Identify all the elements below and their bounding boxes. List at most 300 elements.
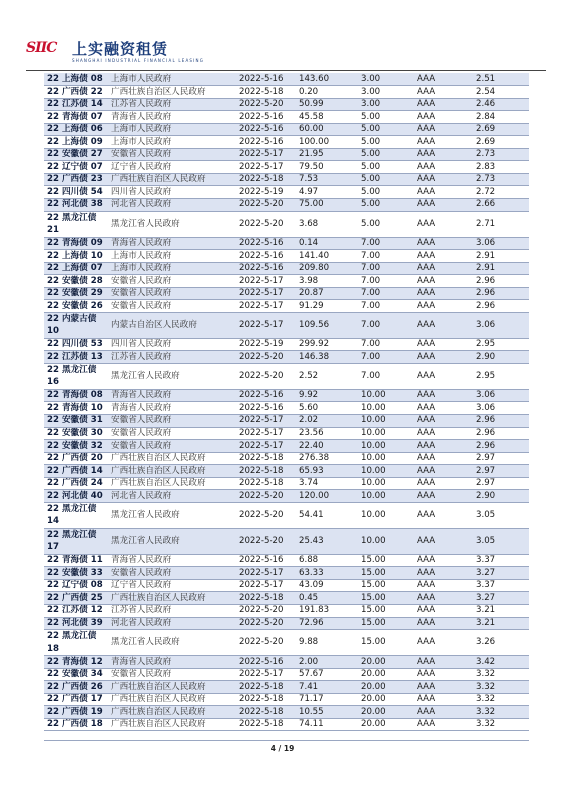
issuer-cell: 黑龙江省人民政府	[108, 630, 236, 656]
table-row	[44, 86, 529, 99]
bond-name-cell: 22 安徽债 32	[44, 440, 108, 453]
table-row	[44, 427, 529, 440]
term-cell: 5.00	[358, 136, 414, 149]
term-cell: 5.00	[358, 123, 414, 136]
term-cell: 10.00	[358, 477, 414, 490]
bond-name-cell: 22 广西债 24	[44, 477, 108, 490]
term-cell: 7.00	[358, 363, 414, 389]
table-row	[44, 718, 529, 731]
issuer-cell: 辽宁省人民政府	[108, 161, 236, 174]
term-cell: 10.00	[358, 490, 414, 503]
coupon-rate-cell: 2.95	[473, 338, 529, 351]
rating-cell: AAA	[414, 528, 473, 554]
term-cell: 10.00	[358, 502, 414, 528]
issue-amount-cell: 6.88	[296, 554, 358, 567]
issuer-cell: 广西壮族自治区人民政府	[108, 592, 236, 605]
term-cell: 15.00	[358, 592, 414, 605]
bond-name-cell: 22 黑龙江债 16	[44, 363, 108, 389]
term-cell: 15.00	[358, 617, 414, 630]
issue-date-cell: 2022-5-20	[236, 502, 296, 528]
table-row	[44, 706, 529, 719]
bond-name-cell: 22 广西债 17	[44, 693, 108, 706]
issuer-cell: 广西壮族自治区人民政府	[108, 173, 236, 186]
rating-cell: AAA	[414, 502, 473, 528]
bond-name-cell: 22 黑龙江债 17	[44, 528, 108, 554]
term-cell: 20.00	[358, 718, 414, 731]
issue-amount-cell: 0.45	[296, 592, 358, 605]
bond-table-body	[44, 73, 529, 731]
bond-name-cell: 22 广西债 20	[44, 452, 108, 465]
issue-date-cell: 2022-5-19	[236, 186, 296, 199]
rating-cell: AAA	[414, 605, 473, 618]
term-cell: 5.00	[358, 148, 414, 161]
term-cell: 10.00	[358, 440, 414, 453]
table-row	[44, 567, 529, 580]
coupon-rate-cell: 2.73	[473, 148, 529, 161]
table-row	[44, 262, 529, 275]
rating-cell: AAA	[414, 452, 473, 465]
rating-cell: AAA	[414, 592, 473, 605]
coupon-rate-cell: 2.83	[473, 161, 529, 174]
issue-date-cell: 2022-5-16	[236, 136, 296, 149]
table-row	[44, 136, 529, 149]
coupon-rate-cell: 3.05	[473, 502, 529, 528]
issuer-cell: 黑龙江省人民政府	[108, 528, 236, 554]
coupon-rate-cell: 2.96	[473, 300, 529, 313]
table-row	[44, 630, 529, 656]
term-cell: 5.00	[358, 161, 414, 174]
issue-amount-cell: 60.00	[296, 123, 358, 136]
term-cell: 3.00	[358, 86, 414, 99]
issuer-cell: 广西壮族自治区人民政府	[108, 718, 236, 731]
coupon-rate-cell: 3.06	[473, 312, 529, 338]
issuer-cell: 广西壮族自治区人民政府	[108, 86, 236, 99]
term-cell: 7.00	[358, 237, 414, 250]
term-cell: 7.00	[358, 338, 414, 351]
issue-date-cell: 2022-5-20	[236, 98, 296, 111]
issuer-cell: 上海市人民政府	[108, 262, 236, 275]
table-row	[44, 465, 529, 478]
coupon-rate-cell: 2.96	[473, 414, 529, 427]
bond-name-cell: 22 青海债 07	[44, 111, 108, 124]
term-cell: 10.00	[358, 452, 414, 465]
rating-cell: AAA	[414, 250, 473, 263]
issuer-cell: 安徽省人民政府	[108, 567, 236, 580]
issuer-cell: 江苏省人民政府	[108, 351, 236, 364]
coupon-rate-cell: 3.37	[473, 579, 529, 592]
issue-amount-cell: 63.33	[296, 567, 358, 580]
term-cell: 20.00	[358, 706, 414, 719]
issuer-cell: 安徽省人民政府	[108, 300, 236, 313]
issue-date-cell: 2022-5-16	[236, 554, 296, 567]
coupon-rate-cell: 3.27	[473, 567, 529, 580]
rating-cell: AAA	[414, 198, 473, 211]
rating-cell: AAA	[414, 567, 473, 580]
issuer-cell: 安徽省人民政府	[108, 148, 236, 161]
bond-name-cell: 22 安徽债 33	[44, 567, 108, 580]
coupon-rate-cell: 2.66	[473, 198, 529, 211]
issuer-cell: 青海省人民政府	[108, 402, 236, 415]
coupon-rate-cell: 2.71	[473, 211, 529, 237]
header-rule	[26, 70, 546, 71]
term-cell: 3.00	[358, 73, 414, 86]
rating-cell: AAA	[414, 300, 473, 313]
rating-cell: AAA	[414, 98, 473, 111]
table-row	[44, 452, 529, 465]
issue-amount-cell: 23.56	[296, 427, 358, 440]
bond-name-cell: 22 四川债 54	[44, 186, 108, 199]
bond-name-cell: 22 广西债 23	[44, 173, 108, 186]
issuer-cell: 青海省人民政府	[108, 237, 236, 250]
issue-amount-cell: 276.38	[296, 452, 358, 465]
issue-amount-cell: 75.00	[296, 198, 358, 211]
bond-name-cell: 22 黑龙江债 21	[44, 211, 108, 237]
coupon-rate-cell: 3.21	[473, 605, 529, 618]
issue-amount-cell: 71.17	[296, 693, 358, 706]
issue-amount-cell: 10.55	[296, 706, 358, 719]
rating-cell: AAA	[414, 630, 473, 656]
rating-cell: AAA	[414, 465, 473, 478]
issue-date-cell: 2022-5-17	[236, 567, 296, 580]
issue-amount-cell: 65.93	[296, 465, 358, 478]
issuer-cell: 河北省人民政府	[108, 617, 236, 630]
bond-name-cell: 22 安徽债 31	[44, 414, 108, 427]
bond-name-cell: 22 青海债 12	[44, 656, 108, 669]
bond-name-cell: 22 广西债 14	[44, 465, 108, 478]
issuer-cell: 黑龙江省人民政府	[108, 502, 236, 528]
issue-amount-cell: 2.02	[296, 414, 358, 427]
issue-amount-cell: 74.11	[296, 718, 358, 731]
bond-name-cell: 22 广西债 19	[44, 706, 108, 719]
issue-date-cell: 2022-5-17	[236, 427, 296, 440]
issuer-cell: 内蒙古自治区人民政府	[108, 312, 236, 338]
issue-date-cell: 2022-5-20	[236, 198, 296, 211]
coupon-rate-cell: 2.96	[473, 275, 529, 288]
table-row	[44, 477, 529, 490]
issue-amount-cell: 3.98	[296, 275, 358, 288]
issue-amount-cell: 57.67	[296, 668, 358, 681]
bond-name-cell: 22 内蒙古债 10	[44, 312, 108, 338]
issue-amount-cell: 3.68	[296, 211, 358, 237]
table-row	[44, 300, 529, 313]
rating-cell: AAA	[414, 262, 473, 275]
coupon-rate-cell: 3.32	[473, 693, 529, 706]
issue-amount-cell: 7.53	[296, 173, 358, 186]
table-row	[44, 502, 529, 528]
term-cell: 5.00	[358, 186, 414, 199]
issue-date-cell: 2022-5-18	[236, 693, 296, 706]
issuer-cell: 安徽省人民政府	[108, 668, 236, 681]
table-row	[44, 237, 529, 250]
issue-amount-cell: 209.80	[296, 262, 358, 275]
table-row	[44, 592, 529, 605]
rating-cell: AAA	[414, 414, 473, 427]
issuer-cell: 广西壮族自治区人民政府	[108, 706, 236, 719]
issue-date-cell: 2022-5-16	[236, 250, 296, 263]
issue-amount-cell: 3.74	[296, 477, 358, 490]
footer-rule	[44, 740, 529, 741]
coupon-rate-cell: 3.06	[473, 389, 529, 402]
rating-cell: AAA	[414, 338, 473, 351]
issuer-cell: 江苏省人民政府	[108, 605, 236, 618]
issuer-cell: 广西壮族自治区人民政府	[108, 681, 236, 694]
table-row	[44, 98, 529, 111]
issue-amount-cell: 9.88	[296, 630, 358, 656]
rating-cell: AAA	[414, 477, 473, 490]
bond-issuance-table	[44, 73, 529, 731]
table-row	[44, 414, 529, 427]
issue-date-cell: 2022-5-18	[236, 452, 296, 465]
coupon-rate-cell: 3.32	[473, 718, 529, 731]
coupon-rate-cell: 2.96	[473, 427, 529, 440]
issue-amount-cell: 72.96	[296, 617, 358, 630]
table-row	[44, 693, 529, 706]
term-cell: 5.00	[358, 198, 414, 211]
term-cell: 7.00	[358, 312, 414, 338]
issuer-cell: 黑龙江省人民政府	[108, 211, 236, 237]
term-cell: 20.00	[358, 668, 414, 681]
issue-date-cell: 2022-5-20	[236, 605, 296, 618]
issue-date-cell: 2022-5-17	[236, 161, 296, 174]
table-row	[44, 402, 529, 415]
issue-date-cell: 2022-5-17	[236, 300, 296, 313]
coupon-rate-cell: 3.26	[473, 630, 529, 656]
issue-amount-cell: 143.60	[296, 73, 358, 86]
term-cell: 15.00	[358, 567, 414, 580]
rating-cell: AAA	[414, 287, 473, 300]
coupon-rate-cell: 2.73	[473, 173, 529, 186]
bond-name-cell: 22 广西债 26	[44, 681, 108, 694]
bond-name-cell: 22 黑龙江债 18	[44, 630, 108, 656]
issue-date-cell: 2022-5-20	[236, 211, 296, 237]
issue-amount-cell: 2.00	[296, 656, 358, 669]
issue-date-cell: 2022-5-20	[236, 528, 296, 554]
issuer-cell: 黑龙江省人民政府	[108, 363, 236, 389]
rating-cell: AAA	[414, 237, 473, 250]
bond-name-cell: 22 青海债 10	[44, 402, 108, 415]
issue-date-cell: 2022-5-17	[236, 275, 296, 288]
rating-cell: AAA	[414, 440, 473, 453]
coupon-rate-cell: 2.69	[473, 136, 529, 149]
issue-amount-cell: 45.58	[296, 111, 358, 124]
rating-cell: AAA	[414, 427, 473, 440]
coupon-rate-cell: 2.90	[473, 351, 529, 364]
issue-amount-cell: 20.87	[296, 287, 358, 300]
coupon-rate-cell: 3.06	[473, 402, 529, 415]
issuer-cell: 安徽省人民政府	[108, 414, 236, 427]
issuer-cell: 江苏省人民政府	[108, 98, 236, 111]
issuer-cell: 四川省人民政府	[108, 338, 236, 351]
coupon-rate-cell: 3.32	[473, 706, 529, 719]
bond-name-cell: 22 河北债 40	[44, 490, 108, 503]
rating-cell: AAA	[414, 123, 473, 136]
table-row	[44, 250, 529, 263]
coupon-rate-cell: 2.72	[473, 186, 529, 199]
coupon-rate-cell: 3.05	[473, 528, 529, 554]
issue-date-cell: 2022-5-17	[236, 579, 296, 592]
issuer-cell: 上海市人民政府	[108, 250, 236, 263]
page-number: 4 / 19	[270, 744, 295, 753]
coupon-rate-cell: 2.84	[473, 111, 529, 124]
rating-cell: AAA	[414, 718, 473, 731]
issuer-cell: 安徽省人民政府	[108, 440, 236, 453]
issue-date-cell: 2022-5-20	[236, 617, 296, 630]
table-row	[44, 579, 529, 592]
bond-name-cell: 22 青海债 08	[44, 389, 108, 402]
issue-date-cell: 2022-5-20	[236, 490, 296, 503]
coupon-rate-cell: 3.21	[473, 617, 529, 630]
coupon-rate-cell: 3.06	[473, 237, 529, 250]
rating-cell: AAA	[414, 681, 473, 694]
rating-cell: AAA	[414, 706, 473, 719]
term-cell: 10.00	[358, 389, 414, 402]
rating-cell: AAA	[414, 312, 473, 338]
issue-date-cell: 2022-5-18	[236, 465, 296, 478]
table-row	[44, 287, 529, 300]
rating-cell: AAA	[414, 186, 473, 199]
issuer-cell: 广西壮族自治区人民政府	[108, 452, 236, 465]
issuer-cell: 青海省人民政府	[108, 111, 236, 124]
bond-name-cell: 22 安徽债 28	[44, 275, 108, 288]
bond-name-cell: 22 上海债 06	[44, 123, 108, 136]
issue-date-cell: 2022-5-16	[236, 402, 296, 415]
issue-date-cell: 2022-5-20	[236, 363, 296, 389]
bond-name-cell: 22 江苏债 14	[44, 98, 108, 111]
coupon-rate-cell: 2.96	[473, 287, 529, 300]
table-row	[44, 173, 529, 186]
issuer-cell: 青海省人民政府	[108, 554, 236, 567]
issue-amount-cell: 91.29	[296, 300, 358, 313]
term-cell: 10.00	[358, 402, 414, 415]
coupon-rate-cell: 3.27	[473, 592, 529, 605]
coupon-rate-cell: 2.97	[473, 477, 529, 490]
issue-date-cell: 2022-5-17	[236, 668, 296, 681]
table-row	[44, 490, 529, 503]
term-cell: 7.00	[358, 262, 414, 275]
term-cell: 7.00	[358, 250, 414, 263]
table-row	[44, 111, 529, 124]
rating-cell: AAA	[414, 389, 473, 402]
issue-amount-cell: 4.97	[296, 186, 358, 199]
term-cell: 7.00	[358, 287, 414, 300]
issuer-cell: 安徽省人民政府	[108, 287, 236, 300]
issue-date-cell: 2022-5-20	[236, 630, 296, 656]
rating-cell: AAA	[414, 579, 473, 592]
term-cell: 3.00	[358, 98, 414, 111]
rating-cell: AAA	[414, 148, 473, 161]
issue-amount-cell: 21.95	[296, 148, 358, 161]
term-cell: 15.00	[358, 605, 414, 618]
rating-cell: AAA	[414, 693, 473, 706]
issue-amount-cell: 7.41	[296, 681, 358, 694]
issue-amount-cell: 109.56	[296, 312, 358, 338]
issue-date-cell: 2022-5-16	[236, 262, 296, 275]
table-row	[44, 73, 529, 86]
issue-amount-cell: 120.00	[296, 490, 358, 503]
table-row	[44, 440, 529, 453]
table-row	[44, 312, 529, 338]
issue-date-cell: 2022-5-16	[236, 656, 296, 669]
coupon-rate-cell: 3.32	[473, 681, 529, 694]
table-row	[44, 186, 529, 199]
issuer-cell: 上海市人民政府	[108, 136, 236, 149]
issue-date-cell: 2022-5-18	[236, 681, 296, 694]
issue-date-cell: 2022-5-17	[236, 312, 296, 338]
bond-name-cell: 22 江苏债 12	[44, 605, 108, 618]
issue-amount-cell: 79.50	[296, 161, 358, 174]
term-cell: 15.00	[358, 630, 414, 656]
rating-cell: AAA	[414, 136, 473, 149]
table-row	[44, 123, 529, 136]
issuer-cell: 广西壮族自治区人民政府	[108, 693, 236, 706]
bond-name-cell: 22 黑龙江债 14	[44, 502, 108, 528]
issue-date-cell: 2022-5-18	[236, 592, 296, 605]
rating-cell: AAA	[414, 617, 473, 630]
issuer-cell: 上海市人民政府	[108, 73, 236, 86]
bond-name-cell: 22 青海债 11	[44, 554, 108, 567]
rating-cell: AAA	[414, 402, 473, 415]
issue-date-cell: 2022-5-17	[236, 148, 296, 161]
bond-name-cell: 22 安徽债 26	[44, 300, 108, 313]
issue-amount-cell: 54.41	[296, 502, 358, 528]
issue-date-cell: 2022-5-18	[236, 86, 296, 99]
table-row	[44, 668, 529, 681]
table-row	[44, 198, 529, 211]
issue-date-cell: 2022-5-18	[236, 718, 296, 731]
bond-name-cell: 22 广西债 25	[44, 592, 108, 605]
rating-cell: AAA	[414, 173, 473, 186]
coupon-rate-cell: 3.37	[473, 554, 529, 567]
term-cell: 10.00	[358, 414, 414, 427]
table-row	[44, 656, 529, 669]
rating-cell: AAA	[414, 211, 473, 237]
bond-name-cell: 22 江苏债 13	[44, 351, 108, 364]
issue-date-cell: 2022-5-16	[236, 73, 296, 86]
bond-name-cell: 22 河北债 38	[44, 198, 108, 211]
issuer-cell: 河北省人民政府	[108, 490, 236, 503]
table-row	[44, 351, 529, 364]
term-cell: 10.00	[358, 528, 414, 554]
rating-cell: AAA	[414, 490, 473, 503]
coupon-rate-cell: 2.97	[473, 452, 529, 465]
rating-cell: AAA	[414, 656, 473, 669]
bond-name-cell: 22 青海债 09	[44, 237, 108, 250]
issue-amount-cell: 0.14	[296, 237, 358, 250]
coupon-rate-cell: 2.46	[473, 98, 529, 111]
issue-amount-cell: 0.20	[296, 86, 358, 99]
table-row	[44, 605, 529, 618]
rating-cell: AAA	[414, 668, 473, 681]
term-cell: 10.00	[358, 427, 414, 440]
issuer-cell: 上海市人民政府	[108, 123, 236, 136]
coupon-rate-cell: 2.97	[473, 465, 529, 478]
issue-amount-cell: 5.60	[296, 402, 358, 415]
table-row	[44, 617, 529, 630]
rating-cell: AAA	[414, 351, 473, 364]
coupon-rate-cell: 2.54	[473, 86, 529, 99]
term-cell: 15.00	[358, 554, 414, 567]
bond-name-cell: 22 上海债 07	[44, 262, 108, 275]
bond-name-cell: 22 辽宁债 08	[44, 579, 108, 592]
issue-date-cell: 2022-5-16	[236, 111, 296, 124]
table-row	[44, 211, 529, 237]
coupon-rate-cell: 3.42	[473, 656, 529, 669]
term-cell: 7.00	[358, 300, 414, 313]
coupon-rate-cell: 2.69	[473, 123, 529, 136]
issue-amount-cell: 25.43	[296, 528, 358, 554]
rating-cell: AAA	[414, 363, 473, 389]
rating-cell: AAA	[414, 161, 473, 174]
